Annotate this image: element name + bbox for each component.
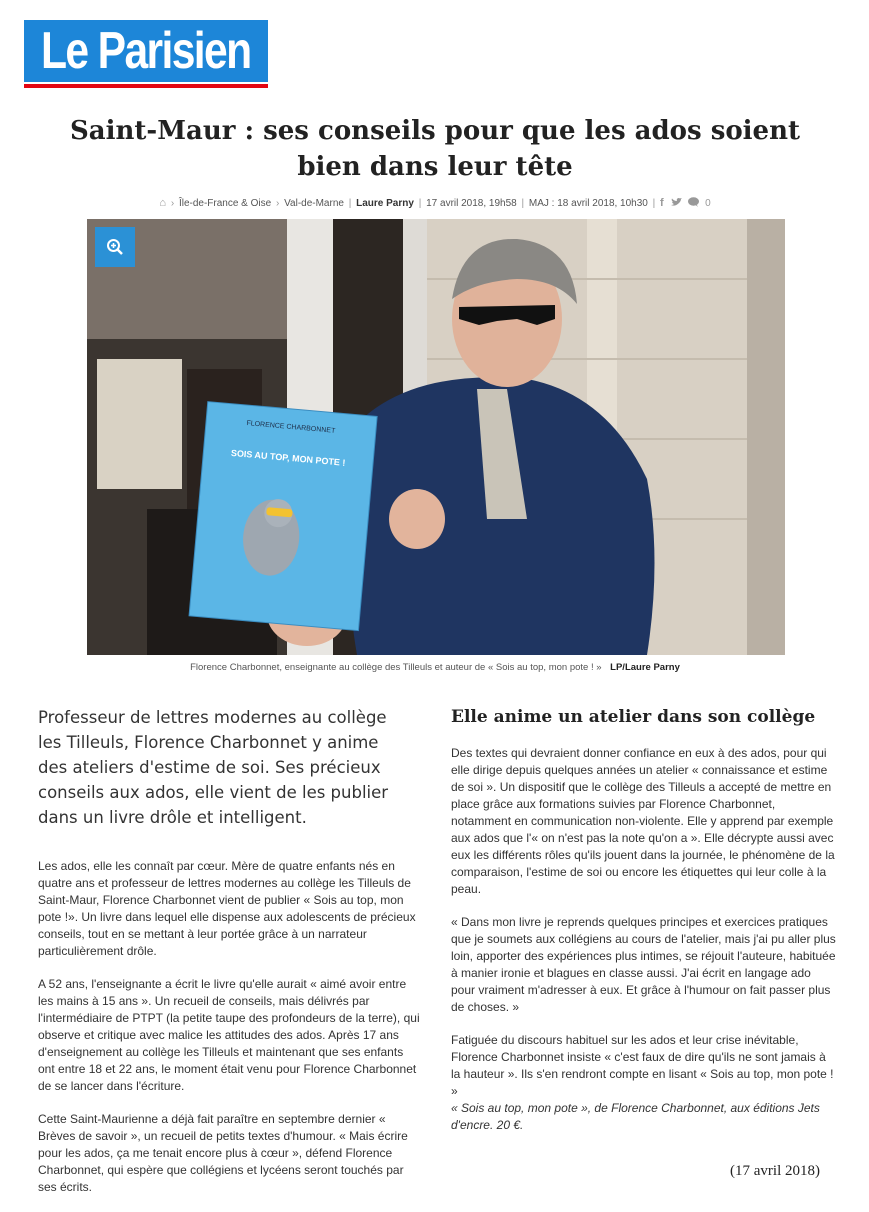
meta-divider: | <box>348 198 352 209</box>
book-title-text: SOIS AU TOP, MON POTE ! <box>230 447 346 468</box>
date-stamp: (17 avril 2018) <box>730 1163 820 1179</box>
body-paragraph: Cette Saint-Maurienne a déjà fait paraître en septembre dernier « Brèves de savoir », un recueil de petits textes d'humour. « Mais écrire pour les ados, ça me tenait encore plus à cœur », défend Florence Charbonnet, qui espère que collégiens et lycéens seront touchés par ses écrits. <box>38 1112 408 1194</box>
photo-caption <box>60 662 810 673</box>
published-date: 17 avril 2018, 19h58 <box>426 198 517 209</box>
comment-count[interactable]: 0 <box>705 198 711 209</box>
home-icon[interactable]: ⌂ <box>159 197 167 209</box>
meta-divider: | <box>521 198 525 209</box>
facebook-icon[interactable]: f <box>660 197 664 209</box>
zoom-button[interactable] <box>95 227 135 267</box>
article-meta <box>60 197 810 209</box>
author-name[interactable]: Laure Parny <box>356 198 414 209</box>
photo-credit: LP/Laure Parny <box>610 662 680 673</box>
le-parisien-logo[interactable] <box>24 20 268 90</box>
breadcrumb-chevron-icon: › <box>170 198 175 209</box>
body-paragraph: Des textes qui devraient donner confiance en eux à des ados, pour qui elle dirige depuis quelques années un atelier « connaissance et estime de soi ». Un dispositif que le collège des Tilleuls a accepté de mettre en place grâce aux formations suivies par Florence Charbonnet, notamment en communication non-violente. Elle y apprend par exemple aux ados que l'« on n'est pas la note qu'on a ». Elle décrypte aussi avec eux les différents rôles qu'ils jouent dans la journée, le phénomène de la comparaison, l'estime de soi ou encore les étiquettes qui leur colle à la peau. <box>451 746 835 896</box>
logo-underline <box>24 84 268 88</box>
zoom-in-icon <box>106 238 124 256</box>
comment-icon[interactable] <box>688 197 699 207</box>
logo-box <box>24 20 268 82</box>
breadcrumb-item-idf[interactable]: Île-de-France & Oise <box>178 198 272 209</box>
body-paragraph: Fatiguée du discours habituel sur les ados et leur crise inévitable, Florence Charbonnet insiste « c'est faux de dire qu'ils ne sont jamais à la hauteur ». Ils s'en rendront compte en lisant « Sois au top, mon pote ! » <box>451 1033 834 1098</box>
meta-divider: | <box>652 198 656 209</box>
article-lede: Professeur de lettres modernes au collège les Tilleuls, Florence Charbonnet y anime des ateliers d'estime de soi. Ses précieux conseils aux ados, elle vient de les publier dans un livre drôle et intelligent. <box>38 708 389 827</box>
breadcrumb-chevron-icon: › <box>275 198 280 209</box>
book-author-text: FLORENCE CHARBONNET <box>246 420 336 435</box>
breadcrumb-item-val-de-marne[interactable]: Val-de-Marne <box>284 198 344 209</box>
article-photo[interactable] <box>87 219 785 655</box>
article-headline: Saint-Maur : ses conseils pour que les ados soient bien dans leur tête <box>69 116 801 182</box>
logo-text: Le Parisien <box>41 22 251 80</box>
body-paragraph: A 52 ans, l'enseignante a écrit le livre qu'elle aurait « aimé avoir entre les mains à 15 ans ». Un recueil de conseils, mais délivrés par l'intermédiaire de PTPT (la petite taupe des profondeurs de la terre), qui observe et critique avec malice les attitudes des ados. Après 17 ans d'enseignement au collège les Tilleuls et maintenant que ses enfants ont entre 18 et 22 ans, le moment était venu pour Florence Charbonnet de se lancer dans l'écriture. <box>38 977 420 1093</box>
caption-text: Florence Charbonnet, enseignante au collège des Tilleuls et auteur de « Sois au top, mon pote ! » <box>190 662 602 673</box>
article-body-left <box>38 858 423 1212</box>
updated-date: MAJ : 18 avril 2018, 10h30 <box>528 198 648 209</box>
article-body-right <box>451 745 836 1150</box>
twitter-icon[interactable] <box>671 198 682 207</box>
body-paragraph: Les ados, elle les connaît par cœur. Mère de quatre enfants nés en quatre ans et professeur de lettres modernes au collège les Tilleuls de Saint-Maur, Florence Charbonnet vient de publier « Sois au top, mon pote !». Un livre dans lequel elle dispense aux adolescents de précieux conseils, tout en se mettant à leur portée grâce à un narrateur particulièrement drôle. <box>38 859 416 958</box>
body-paragraph: « Dans mon livre je reprends quelques principes et exercices pratiques que je soumets aux collégiens au cours de l'atelier, mais j'ai pu aller plus loin, apporter des expériences plus intimes, se réjouit l'auteure, habituée à manier ironie et blagues en classe aussi. J'ai écrit en langage ado pour vraiment m'adresser à eux. Et grâce à l'humour on fait passer plus de choses. » <box>451 915 836 1014</box>
section-subheading: Elle anime un atelier dans son collège <box>451 707 816 727</box>
photo-illustration <box>87 219 785 655</box>
meta-divider: | <box>418 198 422 209</box>
book-credit: « Sois au top, mon pote », de Florence Charbonnet, aux éditions Jets d'encre. 20 €. <box>451 1101 820 1132</box>
